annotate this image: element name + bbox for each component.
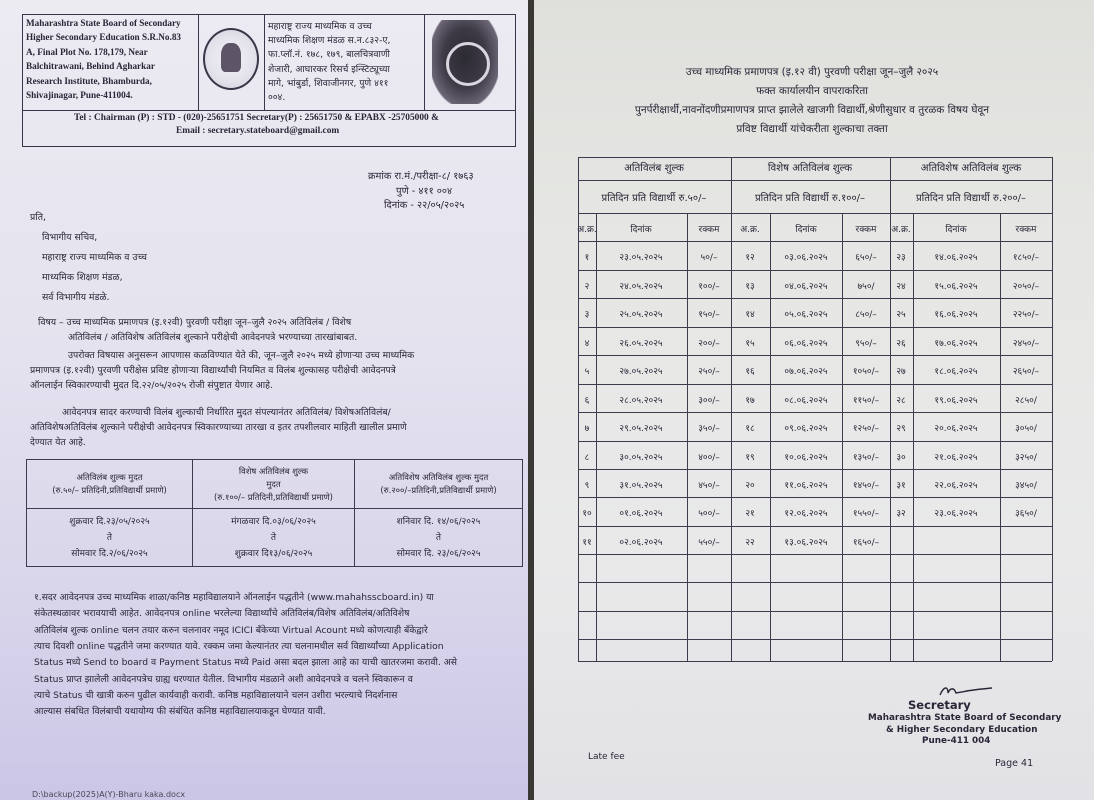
fee-table-cell: १५.०६.२०२५ bbox=[934, 282, 978, 292]
org-en-line: Shivajinagar, Pune-411004. bbox=[26, 90, 133, 100]
fee-table-cell: ६ bbox=[584, 396, 590, 406]
fee-table-cell: १२ bbox=[745, 253, 755, 263]
fee-table-cell: १२.०६.२०२५ bbox=[784, 509, 828, 519]
fee-col-header: अ.क्र. bbox=[891, 225, 911, 235]
fee-table-cell: १६५०/– bbox=[852, 538, 880, 548]
org-en-line: Balchitrawani, Behind Agharkar bbox=[26, 61, 155, 72]
fee-col-header: रक्कम bbox=[1015, 225, 1037, 235]
fee-table-cell: २६५०/– bbox=[1012, 367, 1040, 377]
contact-email: Email : secretary.stateboard@gmail.com bbox=[176, 126, 340, 136]
fee-table-cell: ३६५०/ bbox=[1015, 509, 1037, 519]
fee-group-header: विशेष अतिविलंब शुल्क bbox=[767, 163, 853, 174]
fee-group-header: अतिविशेष अतिविलंब शुल्क bbox=[920, 163, 1022, 174]
fee-table-cell: ११ bbox=[582, 538, 592, 548]
note-line: Status प्राप्त झालेली आवेदनपत्रेच ग्राह्य धरण्यात येतील. विभागीय मंडळाने अशी आवेदनपत्रे व चलने स्विकारून व bbox=[34, 673, 413, 685]
deadline-header-text: अतिविलंब शुल्क मुदत bbox=[76, 472, 143, 482]
fee-table-cell: १८ bbox=[745, 424, 755, 434]
addressee-line: सर्व विभागीय मंडळे. bbox=[42, 292, 110, 303]
note-line: संकेतस्थळावर भरावयाची आहेत. आवेदनपत्र online भरलेल्या विद्यार्थ्यांचे अतिविलंब/विशेष अतिविलंब/अतिविशेष bbox=[34, 608, 410, 620]
signature-title: Secretary bbox=[908, 698, 971, 712]
fee-table-cell: ०७.०६.२०२५ bbox=[784, 367, 828, 377]
fee-col-header: दिनांक bbox=[945, 225, 967, 235]
fee-table-cell: ०१.०६.२०२५ bbox=[619, 509, 663, 519]
chart-title-line: प्रविष्ट विद्यार्थी यांचेकरीता शुल्काचा तक्ता bbox=[736, 123, 888, 135]
deadline-header-text: मुदत bbox=[266, 478, 281, 489]
signature-line: Pune-411 004 bbox=[922, 736, 991, 746]
circular-page bbox=[0, 0, 528, 800]
fee-table-cell: ११५०/– bbox=[852, 396, 880, 406]
late-fee-label: Late fee bbox=[588, 752, 625, 762]
fee-col-header: दिनांक bbox=[630, 225, 652, 235]
fee-table-cell: २६.०५.२०२५ bbox=[619, 339, 663, 349]
paragraph-line: देण्यात येत आहे. bbox=[30, 437, 86, 448]
deadline-header-text: अतिविशेष अतिविलंब शुल्क मुदत bbox=[388, 472, 489, 482]
paragraph-line: आवेदनपत्र सादर करण्याची विलंब शुल्काची निर्धारित मुदत संपल्यानंतर अतिविलंब/ विशेषअतिविलंब/ bbox=[62, 407, 391, 418]
deadline-header-text: (रु.१००/– प्रतिदिनी,प्रतिविद्यार्थी प्रमाणे) bbox=[214, 491, 333, 502]
org-mr-line: मागे, भांबुर्डा, शिवाजीनगर, पुणे ४११ bbox=[268, 77, 389, 89]
fee-table-cell: १५५०/– bbox=[852, 509, 880, 519]
deadline-date-text: ते bbox=[106, 532, 113, 543]
subject-line: अतिविलंब / अतिविशेष अतिविलंब शुल्काने परीक्षेची आवेदनपत्रे भरण्याच्या तारखांबाबत. bbox=[68, 332, 358, 343]
fee-table-cell: ३००/– bbox=[698, 396, 720, 406]
file-path-footer: D:\backup(2025)A(Y)-Bharu kaka.docx bbox=[32, 790, 186, 799]
fee-table-cell: १४५०/– bbox=[852, 481, 880, 491]
fee-table-cell: २७ bbox=[896, 367, 906, 377]
fee-table-cell: ३१.०५.२०२५ bbox=[619, 481, 663, 491]
fee-table-cell: २०.०६.२०२५ bbox=[934, 424, 978, 434]
fee-table-cell: २९ bbox=[896, 424, 906, 434]
fee-table-cell: २२५०/– bbox=[1012, 310, 1040, 320]
fee-table-cell: ३१ bbox=[896, 481, 906, 491]
deadline-header-cell bbox=[193, 460, 355, 509]
deadline-date-text: शनिवार दि. १४/०६/२०२५ bbox=[396, 516, 481, 527]
paragraph-line: अतिविशेषअतिविलंब शुल्काने परीक्षेची आवेदनपत्र स्विकारण्याच्या तारखा व इतर तपशीलवार माहिती खालील प्रमाणे bbox=[30, 422, 407, 433]
addressee-line: प्रति, bbox=[30, 212, 46, 223]
fee-table-cell: ४ bbox=[584, 339, 590, 349]
fee-table-cell: ६५०/– bbox=[855, 253, 877, 263]
fee-col-header: रक्कम bbox=[855, 225, 877, 235]
chart-title-line: उच्च माध्यमिक प्रमाणपत्र (इ.१२ वी) पुरवणी परीक्षा जून–जुलै २०२५ bbox=[685, 66, 939, 78]
fee-table-cell: ११.०६.२०२५ bbox=[784, 481, 828, 491]
fee-table-cell: ७५०/ bbox=[857, 282, 875, 292]
addressee-line: महाराष्ट्र राज्य माध्यमिक व उच्च bbox=[42, 252, 147, 263]
fee-table-cell: ७ bbox=[584, 424, 590, 434]
org-en-line: A, Final Plot No. 178,179, Near bbox=[26, 46, 148, 57]
fee-table-cell: ०४.०६.२०२५ bbox=[784, 282, 828, 292]
fee-table-cell: २५०/– bbox=[698, 367, 720, 377]
fee-table-cell: ०२.०६.२०२५ bbox=[619, 538, 663, 548]
fee-table-cell: २८ bbox=[896, 396, 906, 406]
deadline-date-text: मंगळवार दि.०३/०६/२०२५ bbox=[231, 516, 316, 527]
state-seal-icon bbox=[432, 20, 498, 104]
paragraph-line: उपरोक्त विषयास अनुसरून आपणास कळविण्यात येते की, जून–जुलै २०२५ मध्ये होणाऱ्या उच्च माध्यमिक bbox=[68, 350, 415, 361]
deadline-header-text: (रु.२००/–प्रतिदिनी,प्रतिविद्यार्थी प्रमाणे) bbox=[380, 485, 497, 495]
fee-table-cell: ९५०/– bbox=[855, 339, 877, 349]
deadline-header-cell bbox=[355, 460, 523, 509]
note-line: अतिविलंब शुल्क online चलन तयार करुन चलनावर नमूद ICICI बँकेच्या Virtual Acount मध्ये कोणत्याही बँकेद्वारे bbox=[34, 624, 428, 636]
fee-table-cell: २४५०/– bbox=[1012, 339, 1040, 349]
org-mr-line: महाराष्ट्र राज्य माध्यमिक व उच्च bbox=[268, 21, 372, 32]
note-line: आल्यास संबधित विलंबाची यथायोग्य फी संबंधित कनिष्ठ महाविद्यालयाकडून घेण्यात यावी. bbox=[34, 706, 326, 718]
fee-table-cell: १९ bbox=[745, 453, 755, 463]
fee-table-cell: ३०५०/ bbox=[1015, 424, 1037, 434]
fee-table-cell: ५००/– bbox=[698, 509, 720, 519]
fee-table-cell: ०८.०६.२०२५ bbox=[784, 396, 828, 406]
fee-table-cell: ३४५०/ bbox=[1015, 481, 1037, 491]
fee-group-rate: प्रतिदिन प्रति विद्यार्थी रु.२००/– bbox=[915, 193, 1027, 204]
addressee-line: विभागीय सचिव, bbox=[42, 232, 98, 243]
fee-group-header: अतिविलंब शुल्क bbox=[624, 163, 684, 174]
fee-col-header: रक्कम bbox=[698, 225, 720, 235]
reference-line: दिनांक - २२/०५/२०२५ bbox=[384, 200, 465, 211]
fee-group-rate: प्रतिदिन प्रति विद्यार्थी रु.५०/– bbox=[601, 193, 707, 204]
deadline-date-cell bbox=[193, 509, 355, 567]
fee-table-cell: १५०/– bbox=[698, 310, 720, 320]
fee-table-cell: १०५०/– bbox=[852, 367, 880, 377]
fee-table-cell: १००/– bbox=[698, 282, 720, 292]
fee-table-cell: २१ bbox=[745, 509, 755, 519]
org-en-line: Higher Secondary Education S.R.No.83 bbox=[26, 32, 182, 43]
fee-table-cell: २६ bbox=[896, 339, 906, 349]
deadline-date-cell bbox=[27, 509, 193, 567]
fee-table-cell: ८ bbox=[584, 453, 590, 463]
fee-table-cell: ३ bbox=[584, 310, 590, 320]
fee-table-cell: १० bbox=[582, 509, 592, 519]
fee-table-cell: ०६.०६.२०२५ bbox=[784, 339, 828, 349]
fee-table-cell: १४.०६.२०२५ bbox=[934, 253, 978, 263]
deadline-header-cell bbox=[27, 460, 193, 509]
deadline-date-text: शुक्रवार दि.२३/०५/२०२५ bbox=[69, 516, 150, 527]
org-mr-line: माध्यमिक शिक्षण मंडळ स.न.८३२-ए, bbox=[268, 35, 391, 47]
fee-table-cell: ४५०/– bbox=[698, 481, 720, 491]
deadline-table bbox=[26, 459, 523, 567]
deadline-header-text: (रु.५०/– प्रतिदिनी,प्रतिविद्यार्थी प्रमाणे) bbox=[52, 485, 167, 495]
chart-title-line: फक्त कार्यालयीन वापराकरिता bbox=[756, 85, 868, 97]
fee-table-cell: ०९.०६.२०२५ bbox=[784, 424, 828, 434]
fee-table-cell: ३० bbox=[896, 453, 906, 463]
deadline-header-text: विशेष अतिविलंब शुल्क bbox=[238, 465, 309, 476]
fee-table-cell: २३ bbox=[896, 253, 906, 263]
deadline-date-text: ते bbox=[435, 532, 442, 543]
note-line: त्याचे Status ची खात्री करुन पुढील कार्यवाही करावी. कनिष्ठ महाविद्यालयाने चलन उशीरा भरल्याचे निदर्शनास bbox=[34, 689, 398, 701]
fee-table-cell: १९.०६.२०२५ bbox=[934, 396, 978, 406]
fee-table-cell: २८५०/ bbox=[1015, 396, 1037, 406]
fee-table-cell: २४.०५.२०२५ bbox=[619, 282, 663, 292]
addressee-line: माध्यमिक शिक्षण मंडळ, bbox=[42, 272, 123, 283]
fee-table-cell: २०५०/– bbox=[1012, 282, 1040, 292]
fee-col-header: दिनांक bbox=[795, 225, 817, 235]
fee-table-cell: ५५०/– bbox=[698, 538, 720, 548]
fee-table-cell: २३.०५.२०२५ bbox=[619, 253, 663, 263]
contact-telephone: Tel : Chairman (P) : STD - (020)-25651751 Secretary(P) : 25651750 & EPABX -25705000 & bbox=[74, 113, 439, 123]
note-line: Status मध्ये Send to board व Payment Status मध्ये Paid असा बदल झाला आहे का याची खातरजमा करावी. असे bbox=[34, 657, 457, 669]
fee-table-cell: २४ bbox=[896, 282, 906, 292]
fee-table-cell: ९ bbox=[584, 481, 590, 491]
fee-table-cell: २५.०५.२०२५ bbox=[619, 310, 663, 320]
reference-line: पुणे - ४११ ००४ bbox=[396, 185, 453, 197]
fee-col-header: अ.क्र. bbox=[740, 225, 760, 235]
org-mr-line: शेजारी, आघारकर रिसर्च इन्स्टिट्यूच्या bbox=[268, 63, 390, 75]
paragraph-line: प्रमाणपत्र (इ.१२वी) पुरवणी परीक्षेस प्रविष्ट होणाऱ्या विद्यार्थ्यांची नियमित व विलंब शुल्कासह परीक्षेची आवेदनपत्रे bbox=[30, 365, 396, 376]
fee-table-cell: २१.०६.२०२५ bbox=[934, 453, 978, 463]
fee-table-cell: ३५०/– bbox=[698, 424, 720, 434]
fee-table-cell: १७ bbox=[745, 396, 755, 406]
board-emblem-icon bbox=[203, 28, 259, 90]
fee-table-cell: ३०.०५.२०२५ bbox=[619, 453, 663, 463]
org-mr-line: ००४. bbox=[268, 92, 286, 103]
fee-table-cell: १ bbox=[584, 253, 590, 263]
fee-table-cell: १३ bbox=[745, 282, 755, 292]
page-number: Page 41 bbox=[995, 758, 1034, 769]
deadline-date-text: ते bbox=[270, 532, 277, 543]
fee-table-cell: १०.०६.२०२५ bbox=[784, 453, 828, 463]
fee-table-cell: २००/– bbox=[698, 339, 720, 349]
fee-table-cell: २५ bbox=[896, 310, 906, 320]
fee-table-cell: २२.०६.२०२५ bbox=[934, 481, 978, 491]
fee-table-cell: १६ bbox=[745, 367, 755, 377]
fee-table-cell: १८५०/– bbox=[1012, 253, 1040, 263]
note-line: त्याच दिवशी online पद्धतीने जमा करण्यात यावे. रक्कम जमा केल्यानंतर त्या चलनामधील सर्व विद्यार्थ्यांच्या Application bbox=[34, 640, 444, 652]
subject-line: विषय – उच्च माध्यमिक प्रमाणपत्र (इ.१२वी) पुरवणी परीक्षा जून–जुलै २०२५ अतिविलंब / विशेष bbox=[38, 317, 352, 328]
fee-table-cell: १३.०६.२०२५ bbox=[784, 538, 828, 548]
deadline-date-cell bbox=[355, 509, 523, 567]
fee-table-cell: ३२५०/ bbox=[1015, 453, 1037, 463]
fee-table-cell: ५०/– bbox=[700, 253, 718, 263]
fee-table-cell: ०५.०६.२०२५ bbox=[784, 310, 828, 320]
fee-table-cell: ०३.०६.२०२५ bbox=[784, 253, 828, 263]
fee-table-cell: २२ bbox=[745, 538, 755, 548]
fee-table-cell: १२५०/– bbox=[852, 424, 880, 434]
deadline-date-text: शुक्रवार दि१३/०६/२०२५ bbox=[234, 548, 313, 559]
org-en-line: Maharashtra State Board of Secondary bbox=[26, 18, 181, 28]
org-en-line: Research Institute, Bhamburda, bbox=[26, 75, 152, 86]
fee-table-cell: ५ bbox=[584, 367, 590, 377]
fee-table-cell: ३२ bbox=[896, 509, 906, 519]
fee-group-rate: प्रतिदिन प्रति विद्यार्थी रु.१००/– bbox=[754, 193, 866, 204]
reference-line: क्रमांक रा.मं./परीक्षा-८/ १७६३ bbox=[368, 171, 474, 182]
chart-title-line: पुनर्परीक्षार्थी,नावनोंदणीप्रमाणपत्र प्राप्त झालेले खाजगी विद्यार्थी,श्रेणीसुधार व तुरळक विषय घेवून bbox=[634, 104, 990, 116]
signature-line: Maharashtra State Board of Secondary bbox=[868, 713, 1062, 723]
fee-table-cell: ८५०/– bbox=[855, 310, 877, 320]
deadline-date-text: सोमवार दि. २३/०६/२०२५ bbox=[396, 548, 481, 559]
fee-table-cell: १५ bbox=[745, 339, 755, 349]
fee-table-cell: १४ bbox=[745, 310, 755, 320]
deadline-date-text: सोमवार दि.२/०६/२०२५ bbox=[71, 548, 148, 559]
fee-table-cell: २७.०५.२०२५ bbox=[619, 367, 663, 377]
fee-table-cell: २ bbox=[584, 282, 590, 292]
fee-table-cell: २८.०५.२०२५ bbox=[619, 396, 663, 406]
fee-table-cell: २९.०५.२०२५ bbox=[619, 424, 663, 434]
signature-icon bbox=[938, 683, 994, 697]
fee-table-cell: १८.०६.२०२५ bbox=[934, 367, 978, 377]
fee-table-cell: २३.०६.२०२५ bbox=[934, 509, 978, 519]
fee-table-cell: १३५०/– bbox=[852, 453, 880, 463]
fee-table-cell: १७.०६.२०२५ bbox=[934, 339, 978, 349]
signature-line: & Higher Secondary Education bbox=[886, 724, 1038, 735]
org-mr-line: फा.प्लॉ.नं. १७८, १७९, बालचित्रवाणी bbox=[268, 49, 390, 61]
fee-table-cell: १६.०६.२०२५ bbox=[934, 310, 978, 320]
fee-table-cell: २० bbox=[745, 481, 755, 491]
fee-table-cell: ४००/– bbox=[698, 453, 720, 463]
paragraph-line: ऑनलाईन स्विकारण्याची मुदत दि.२२/०५/२०२५ रोजी संपुष्टात येणार आहे. bbox=[30, 380, 273, 391]
fee-col-header: अ.क्र. bbox=[577, 225, 597, 235]
note-line: १.सदर आवेदनपत्र उच्च माध्यमिक शाळा/कनिष्ठ महाविद्यालयाने ऑनलाईन पद्धतीने (www.mahahsscboard.in) या bbox=[34, 592, 434, 603]
